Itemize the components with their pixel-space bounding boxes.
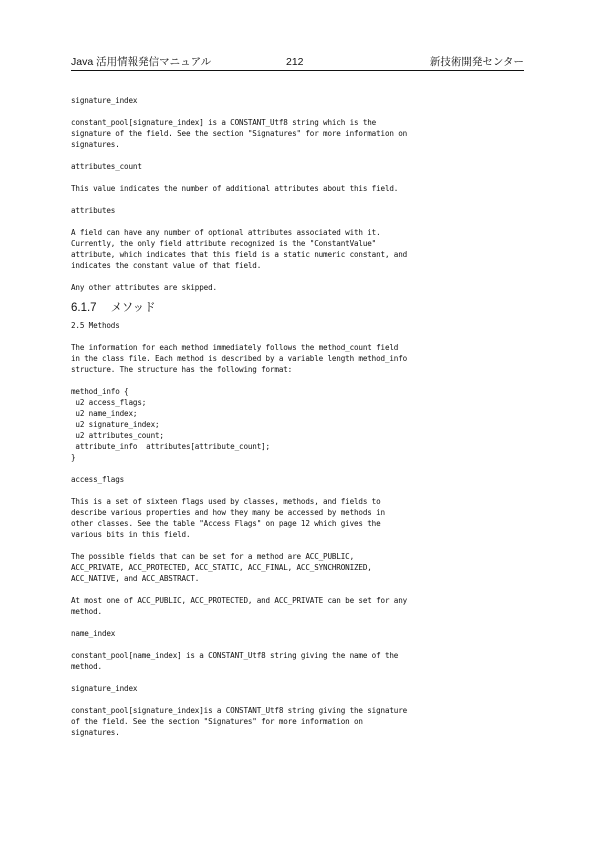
field-name-attributes: attributes	[71, 206, 116, 215]
section-title: メソッド	[110, 302, 156, 314]
paragraph-method-info-intro: The information for each method immediately follows the method_count field in the class file. Each method is described by a variable length method_info structure. The structure has the following format:	[71, 343, 408, 374]
header-rule	[71, 70, 524, 71]
paragraph-access-flags: This is a set of sixteen flags used by classes, methods, and fields to describe various properties and how they many be accessed by methods in other classes. See the table "Access Flags" on page 12 which gives the various bits in this field.	[71, 497, 385, 539]
section-heading	[71, 301, 451, 315]
paragraph-skipped: Any other attributes are skipped.	[71, 283, 217, 292]
header-manual-title: Java 活用情報発信マニュアル	[71, 56, 212, 68]
field-name-access-flags: access_flags	[71, 475, 125, 484]
paragraph-method-signature-index: constant_pool[signature_index]is a CONSTANT_Utf8 string giving the signature of the field. See the section "Signatures" for more information on signatures.	[71, 706, 408, 737]
field-name-signature-index: signature_index	[71, 96, 138, 105]
section-number: 6.1.7	[71, 302, 97, 314]
subsection-title: 2.5 Methods	[71, 321, 120, 330]
page-header	[71, 55, 524, 69]
paragraph-attributes-count: This value indicates the number of additional attributes about this field.	[71, 184, 399, 193]
field-name-attributes-count: attributes_count	[71, 162, 142, 171]
paragraph-attributes: A field can have any number of optional attributes associated with it. Currently, the only field attribute recognized is the "ConstantValue" attribute, which indicates that this field is a static numeric constant, and indicates the constant value of that field.	[71, 228, 408, 270]
paragraph-name-index: constant_pool[name_index] is a CONSTANT_Utf8 string giving the name of the method.	[71, 651, 399, 671]
page-number: 212	[286, 56, 304, 68]
field-name-name-index: name_index	[71, 629, 116, 638]
paragraph-signature-index: constant_pool[signature_index] is a CONSTANT_Utf8 string which is the signature of the field. See the section "Signatures" for more information on signatures.	[71, 118, 408, 149]
code-method-info-struct: method_info { u2 access_flags; u2 name_index; u2 signature_index; u2 attributes_count; attribute_info attributes[attribute_count]; }	[71, 387, 270, 462]
page-body	[71, 95, 451, 738]
paragraph-possible-flags: The possible fields that can be set for a method are ACC_PUBLIC, ACC_PRIVATE, ACC_PROTECTED, ACC_STATIC, ACC_FINAL, ACC_SYNCHRONIZED, ACC_NATIVE, and ACC_ABSTRACT.	[71, 552, 372, 583]
paragraph-at-most-one: At most one of ACC_PUBLIC, ACC_PROTECTED, and ACC_PRIVATE can be set for any method.	[71, 596, 408, 616]
field-name-method-signature-index: signature_index	[71, 684, 138, 693]
header-organization: 新技術開発センター	[429, 56, 524, 68]
